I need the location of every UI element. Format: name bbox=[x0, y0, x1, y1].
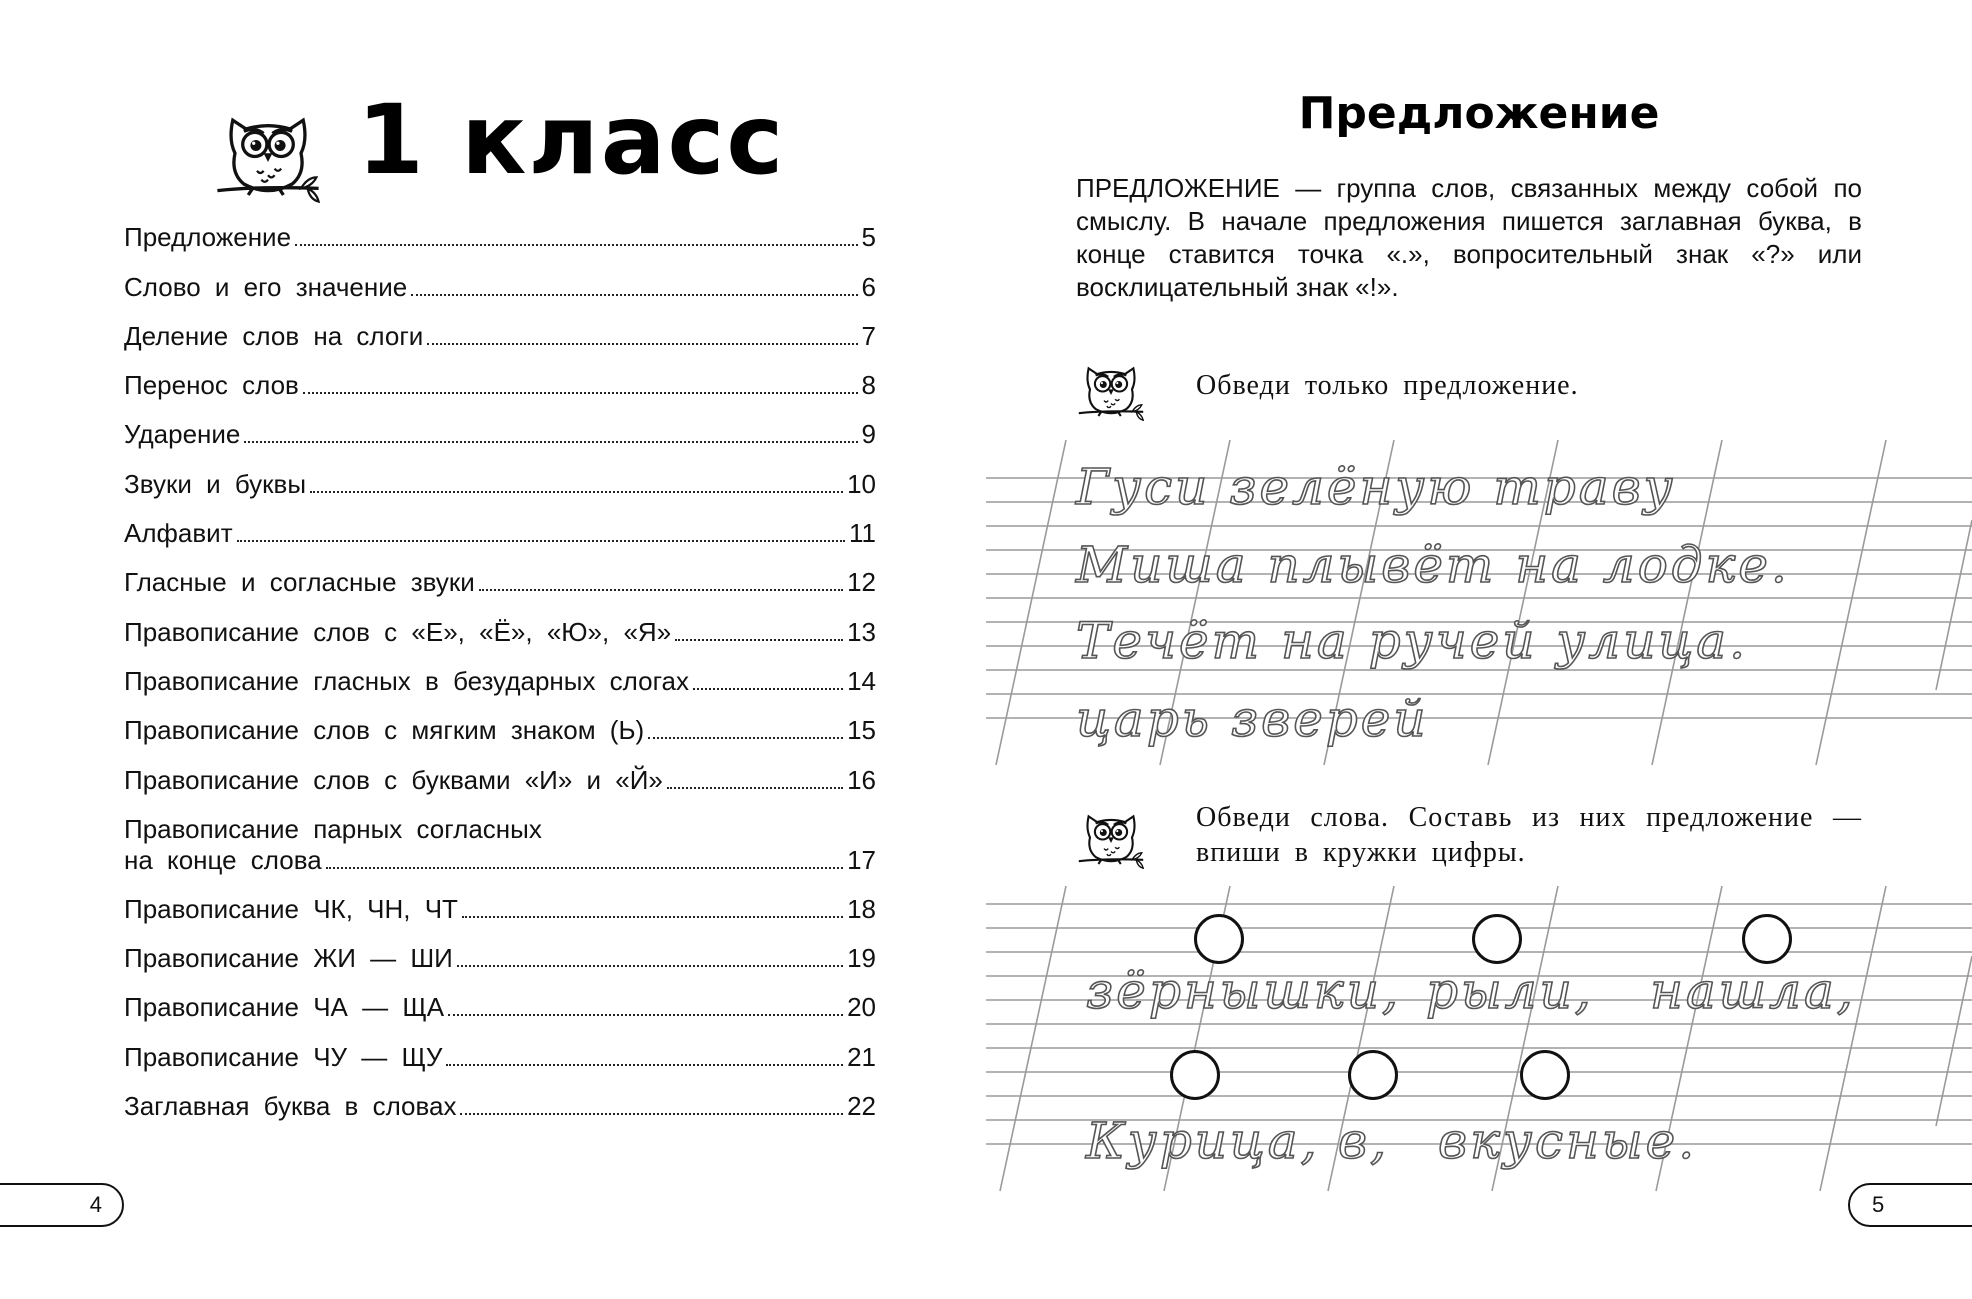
toc-item[interactable]: Гласные и согласные звуки 12 bbox=[124, 567, 876, 598]
toc-leader bbox=[648, 737, 843, 739]
toc-item[interactable]: Правописание ЧУ — ЩУ 21 bbox=[124, 1041, 876, 1072]
toc-page-number: 20 bbox=[847, 992, 876, 1023]
cursive-line[interactable]: Течёт на ручей улица. bbox=[1076, 612, 1749, 670]
toc-item-title-wrap: Правописание парных согласных на конце слова 17 bbox=[124, 813, 876, 875]
toc-page-number: 5 bbox=[861, 222, 876, 253]
toc-leader bbox=[675, 639, 843, 641]
owl-on-branch-icon bbox=[212, 96, 324, 206]
toc-page-number: 7 bbox=[861, 320, 876, 351]
toc-page-number: 6 bbox=[861, 271, 876, 302]
toc-leader bbox=[411, 294, 857, 296]
toc-page-number: 15 bbox=[847, 715, 876, 746]
cursive-line[interactable]: Миша плывёт на лодке. bbox=[1076, 536, 1790, 594]
toc-item[interactable]: Слово и его значение 6 bbox=[124, 271, 876, 302]
toc-item[interactable]: Деление слов на слоги 7 bbox=[124, 320, 876, 351]
answer-circle[interactable] bbox=[1472, 914, 1522, 964]
right-page bbox=[986, 0, 1972, 1299]
cursive-word[interactable]: в, bbox=[1338, 1112, 1389, 1170]
toc-page-number: 12 bbox=[847, 567, 876, 598]
toc-page-number: 17 bbox=[847, 844, 876, 875]
toc-leader bbox=[462, 916, 843, 918]
toc-item[interactable]: Правописание слов с буквами «И» и «Й» 16 bbox=[124, 764, 876, 795]
cursive-word[interactable]: зёрнышки, bbox=[1086, 962, 1401, 1020]
toc-leader bbox=[448, 1014, 843, 1016]
grade-title: 1 класс bbox=[357, 84, 786, 196]
toc-page-number: 10 bbox=[847, 468, 876, 499]
toc-item[interactable]: Правописание гласных в безударных слогах 14 bbox=[124, 665, 876, 696]
answer-circle[interactable] bbox=[1194, 914, 1244, 964]
toc-page-number: 16 bbox=[847, 764, 876, 795]
toc-page-number: 19 bbox=[847, 943, 876, 974]
toc-item[interactable]: Правописание слов с мягким знаком (Ь) 15 bbox=[124, 715, 876, 746]
toc-leader bbox=[295, 244, 857, 246]
toc-leader bbox=[446, 1064, 843, 1066]
page-number: 5 bbox=[1872, 1192, 1885, 1217]
toc-item[interactable]: Алфавит 11 bbox=[124, 518, 876, 549]
table-of-contents bbox=[124, 204, 876, 1122]
toc-leader bbox=[693, 688, 843, 690]
toc-page-number: 9 bbox=[861, 419, 876, 450]
toc-page-number: 11 bbox=[849, 518, 876, 549]
toc-item[interactable]: Правописание ЧК, ЧН, ЧТ 18 bbox=[124, 893, 876, 924]
toc-item-second-line: на конце слова 17 bbox=[124, 844, 876, 875]
toc-page-number: 14 bbox=[847, 665, 876, 696]
toc-item[interactable]: Звуки и буквы 10 bbox=[124, 468, 876, 499]
toc-item[interactable]: Правописание ЖИ — ШИ 19 bbox=[124, 943, 876, 974]
grade-header bbox=[212, 84, 786, 206]
toc-page-number: 22 bbox=[847, 1091, 876, 1122]
page-number: 4 bbox=[89, 1192, 102, 1217]
cursive-line[interactable]: царь зверей bbox=[1076, 690, 1429, 748]
toc-item[interactable]: Перенос слов 8 bbox=[124, 370, 876, 401]
toc-leader bbox=[310, 491, 843, 493]
toc-item[interactable]: Правописание слов с «Е», «Ё», «Ю», «Я» 13 bbox=[124, 616, 876, 647]
toc-leader bbox=[303, 392, 858, 394]
cursive-line[interactable]: Гуси зелёную траву bbox=[1076, 458, 1676, 516]
owl-on-branch-icon bbox=[1076, 352, 1146, 424]
toc-page-number: 13 bbox=[847, 616, 876, 647]
toc-item[interactable]: Заглавная буква в словах 22 bbox=[124, 1091, 876, 1122]
cursive-word[interactable]: нашла, bbox=[1650, 962, 1856, 1020]
toc-leader bbox=[457, 965, 843, 967]
toc-leader bbox=[667, 787, 843, 789]
answer-circle[interactable] bbox=[1742, 914, 1792, 964]
page-number-tab bbox=[0, 1183, 124, 1227]
cursive-word[interactable]: Курица, bbox=[1086, 1112, 1320, 1170]
answer-circle[interactable] bbox=[1348, 1050, 1398, 1100]
toc-page-number: 18 bbox=[847, 893, 876, 924]
answer-circle[interactable] bbox=[1520, 1050, 1570, 1100]
toc-item[interactable]: Ударение 9 bbox=[124, 419, 876, 450]
toc-item[interactable]: Предложение 5 bbox=[124, 222, 876, 253]
page-number-tab bbox=[1848, 1183, 1972, 1227]
toc-leader bbox=[427, 343, 857, 345]
owl-on-branch-icon bbox=[1076, 800, 1146, 872]
toc-leader bbox=[244, 441, 857, 443]
task1-instruction: Обведи только предложение. bbox=[1196, 370, 1579, 401]
answer-circle[interactable] bbox=[1170, 1050, 1220, 1100]
toc-page-number: 8 bbox=[861, 370, 876, 401]
definition-text: ПРЕДЛОЖЕНИЕ — группа слов, связанных между собой по смыслу. В начале предложения пишется заглавная буква, в конце ставится точка «.», вопросительный знак «?» или восклицательный знак «!». bbox=[1076, 173, 1862, 302]
toc-leader bbox=[326, 867, 843, 869]
toc-page-number: 21 bbox=[847, 1041, 876, 1072]
task2-instruction: Обведи слова. Составь из них предложение — впиши в кружки цифры. bbox=[1196, 802, 1862, 868]
section-title: Предложение bbox=[1298, 88, 1660, 139]
toc-leader bbox=[237, 540, 845, 542]
toc-item[interactable]: Правописание ЧА — ЩА 20 bbox=[124, 992, 876, 1023]
toc-item[interactable] bbox=[124, 796, 876, 876]
cursive-word[interactable]: вкусные. bbox=[1438, 1112, 1698, 1170]
cursive-word[interactable]: рыли, bbox=[1426, 962, 1594, 1020]
toc-leader bbox=[479, 589, 843, 591]
toc-leader bbox=[460, 1113, 843, 1115]
